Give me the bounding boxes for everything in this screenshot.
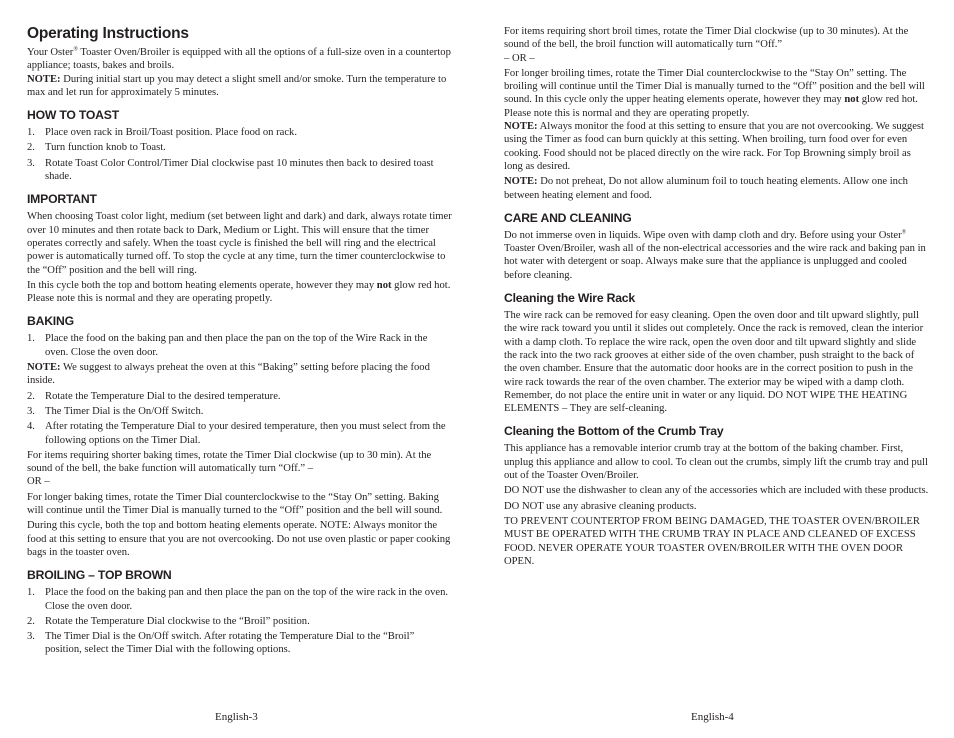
right-page	[504, 0, 929, 568]
wire-rack-paragraph: The wire rack can be removed for easy cleaning. Open the oven door and tilt upward slightly, pull the wire rack toward you until it slides out completely. Once the rack is removed, clean the interior with a damp cloth. To replace the wire rack, open the oven door and tilt upward slightly and slide the rack into the two rack grooves at either side of the oven chamber, push straight to the back of the oven chamber. Ensure that the automatic door hooks are in the correct position to push in the wire rack towards the rear of the oven chamber. The exterior may be wiped with a damp cloth. Remember, do not place the entire unit in water or any liquid. DO NOT WIPE THE HEATING ELEMENTS – They are self-cleaning.	[504, 310, 924, 415]
list-number: 2.	[27, 390, 35, 402]
list-text: Place the food on the baking pan and then place the pan on the top of the Wire Rack in the oven. Close the oven door.	[45, 333, 428, 358]
or-separator: OR –	[27, 476, 50, 488]
intro-text-b: Toaster Oven/Broiler is equipped with all the options of a full-size oven in a countertop appliance; toasts, bakes and broils.	[27, 47, 451, 72]
crumb-tray-heading: Cleaning the Bottom of the Crumb Tray	[504, 424, 724, 439]
list-item	[27, 630, 452, 657]
heating-elements-paragraph	[27, 279, 452, 306]
broil-note	[504, 120, 929, 173]
list-text: Turn function knob to Toast.	[45, 142, 166, 154]
list-item	[27, 390, 452, 403]
text-part: For longer broiling times, rotate the Timer Dial counterclockwise to the “Stay On” setting. The broiling will continue until the Timer Dial is manually turned to the “Off” position and the bell will sound. In this cycle only the upper heating elements operate, however they may	[504, 67, 925, 106]
list-number: 2.	[27, 615, 35, 627]
bold-word: not	[376, 279, 392, 291]
registered-mark: ®	[73, 46, 78, 53]
or-separator: – OR –	[504, 52, 535, 64]
note-label: NOTE:	[504, 176, 538, 188]
text-part: glow red hot. Please note this is normal and they are operating propetly.	[27, 279, 451, 305]
long-bake-paragraph: For longer baking times, rotate the Timer Dial counterclockwise to the “Stay On” setting. Baking will continue until the Timer Dial is manually turned to the “Off” position and the bell will sound.	[27, 491, 443, 517]
list-text: The Timer Dial is the On/Off Switch.	[45, 405, 204, 417]
list-text: After rotating the Temperature Dial to your desired temperature, then you must select from the following options on the Timer Dial.	[45, 421, 446, 446]
list-number: 1.	[27, 333, 35, 345]
bold-word: not	[844, 94, 860, 106]
important-heading: IMPORTANT	[27, 192, 97, 207]
list-item	[27, 586, 452, 613]
note-text: We suggest to always preheat the oven at this “Baking” setting before placing the food inside.	[27, 362, 430, 387]
list-number: 1.	[27, 587, 35, 599]
page-title: Operating Instructions	[27, 25, 189, 42]
text-part: In this cycle both the top and bottom heating elements operate, however they may	[27, 279, 377, 291]
intro-paragraph	[27, 46, 452, 73]
list-text: Rotate Toast Color Control/Timer Dial clockwise past 10 minutes then back to desired toast shade.	[45, 157, 434, 183]
how-to-toast-heading: HOW TO TOAST	[27, 108, 119, 123]
list-text: Rotate the Temperature Dial to the desired temperature.	[45, 390, 281, 402]
intro-text-a: Your Oster	[27, 47, 74, 58]
list-text: Place the food on the baking pan and then place the pan on the top of the wire rack in the oven. Close the oven door.	[45, 587, 449, 612]
note-text: Always monitor the food at this setting to ensure that you are not overcooking. We suggest using the Timer as food can burn quickly at this setting. When broiling, turn food over for even cooking. Food should not be placed directly on the wire rack. For Top Browning simply broil as long as desired.	[504, 121, 925, 172]
page-number-left: English-3	[215, 711, 258, 723]
baking-note	[27, 361, 452, 388]
list-item	[27, 126, 452, 139]
broiling-heading: BROILING – TOP BROWN	[27, 568, 172, 583]
list-text: Place oven rack in Broil/Toast position. Place food on rack.	[45, 127, 297, 139]
wire-rack-heading: Cleaning the Wire Rack	[504, 291, 635, 306]
list-number: 3.	[27, 405, 35, 417]
list-number: 3.	[27, 157, 35, 169]
list-number: 3.	[27, 631, 35, 643]
note-text: During initial start up you may detect a slight smell and/or smoke. Turn the temperature to max and let run for approximately 5 minutes.	[27, 73, 447, 98]
note-text: Do not preheat, Do not allow aluminum foil to touch heating elements. Allow one inch between heating element and food.	[504, 176, 908, 201]
list-text: Rotate the Temperature Dial clockwise to the “Broil” position.	[45, 615, 310, 627]
care-cleaning-heading: CARE AND CLEANING	[504, 210, 632, 225]
list-number: 4.	[27, 421, 35, 433]
short-bake-paragraph: For items requiring shorter baking times, rotate the Timer Dial clockwise (up to 30 min). At the sound of the bell, the bake function will automatically turn “Off.” –	[27, 449, 432, 475]
long-broil-paragraph	[504, 67, 929, 120]
text-part: glow red hot. Please note this is normal and they are operating propetly.	[504, 94, 918, 119]
list-item	[27, 615, 452, 628]
list-item	[27, 157, 452, 184]
left-page	[27, 0, 452, 657]
crumb-tray-paragraph: This appliance has a removable interior crumb tray at the bottom of the baking chamber. First, unplug this appliance and allow to cool. To clean out the crumbs, simply lift the crumb tray and pull out of the Toaster Oven/Broiler.	[504, 443, 928, 482]
care-paragraph	[504, 229, 929, 282]
preheat-note	[504, 175, 929, 202]
bake-cycle-paragraph: During this cycle, both the top and bottom heating elements operate. NOTE: Always monitor the food at this setting to ensure that you are not overcooking. Do not use oven plastic or paper cooking bags in the toaster oven.	[27, 520, 451, 558]
note-label: NOTE:	[27, 73, 61, 85]
list-item	[27, 405, 452, 418]
note-label: NOTE:	[27, 362, 61, 374]
list-item	[27, 420, 452, 447]
list-number: 1.	[27, 127, 35, 139]
note-label: NOTE:	[504, 121, 538, 133]
list-item	[27, 141, 452, 154]
text-part: Do not immerse oven in liquids. Wipe oven with damp cloth and dry. Before using your Oster	[504, 229, 902, 241]
registered-mark: ®	[901, 229, 907, 236]
countertop-warning: TO PREVENT COUNTERTOP FROM BEING DAMAGED, THE TOASTER OVEN/BROILER MUST BE OPERATED WITH THE CRUMB TRAY IN PLACE AND CLEANED OF EXCESS FOOD. NEVER OPERATE YOUR TOASTER OVEN/BROILER WITH THE OVEN DOOR OPEN.	[504, 515, 920, 567]
text-part: Toaster Oven/Broiler, wash all of the non-electrical accessories and the wire rack and baking pan in hot water with detergent or soap. Always make sure that the appliance is unplugged and cooled before cleaning.	[504, 243, 926, 281]
important-paragraph: When choosing Toast color light, medium (set between light and dark) and dark, always rotate timer over 10 minutes and then rotate back to Dark, Medium or Light. This will ensure that the timer operates correctly and safely. When the toast cycle is finished the bell will ring and the electrical power is automatically turned off. To stop the cycle at any time, turn the timer counterclockwise to the “Off” position and the bell will ring.	[27, 211, 452, 276]
list-item	[27, 332, 452, 359]
abrasive-warning: DO NOT use any abrasive cleaning products.	[504, 500, 697, 512]
list-number: 2.	[27, 142, 35, 154]
baking-heading: BAKING	[27, 314, 74, 329]
short-broil-paragraph: For items requiring short broil times, rotate the Timer Dial clockwise (up to 30 minutes). At the sound of the bell, the broil function will automatically turn “Off.”	[504, 26, 909, 51]
list-text: The Timer Dial is the On/Off switch. After rotating the Temperature Dial to the “Broil” position, select the Timer Dial with the following options.	[45, 631, 415, 656]
page-number-right: English-4	[691, 711, 734, 723]
dishwasher-warning: DO NOT use the dishwasher to clean any of the accessories which are included with these products.	[504, 485, 929, 497]
how-to-toast-list	[27, 126, 452, 183]
startup-note	[27, 73, 452, 100]
